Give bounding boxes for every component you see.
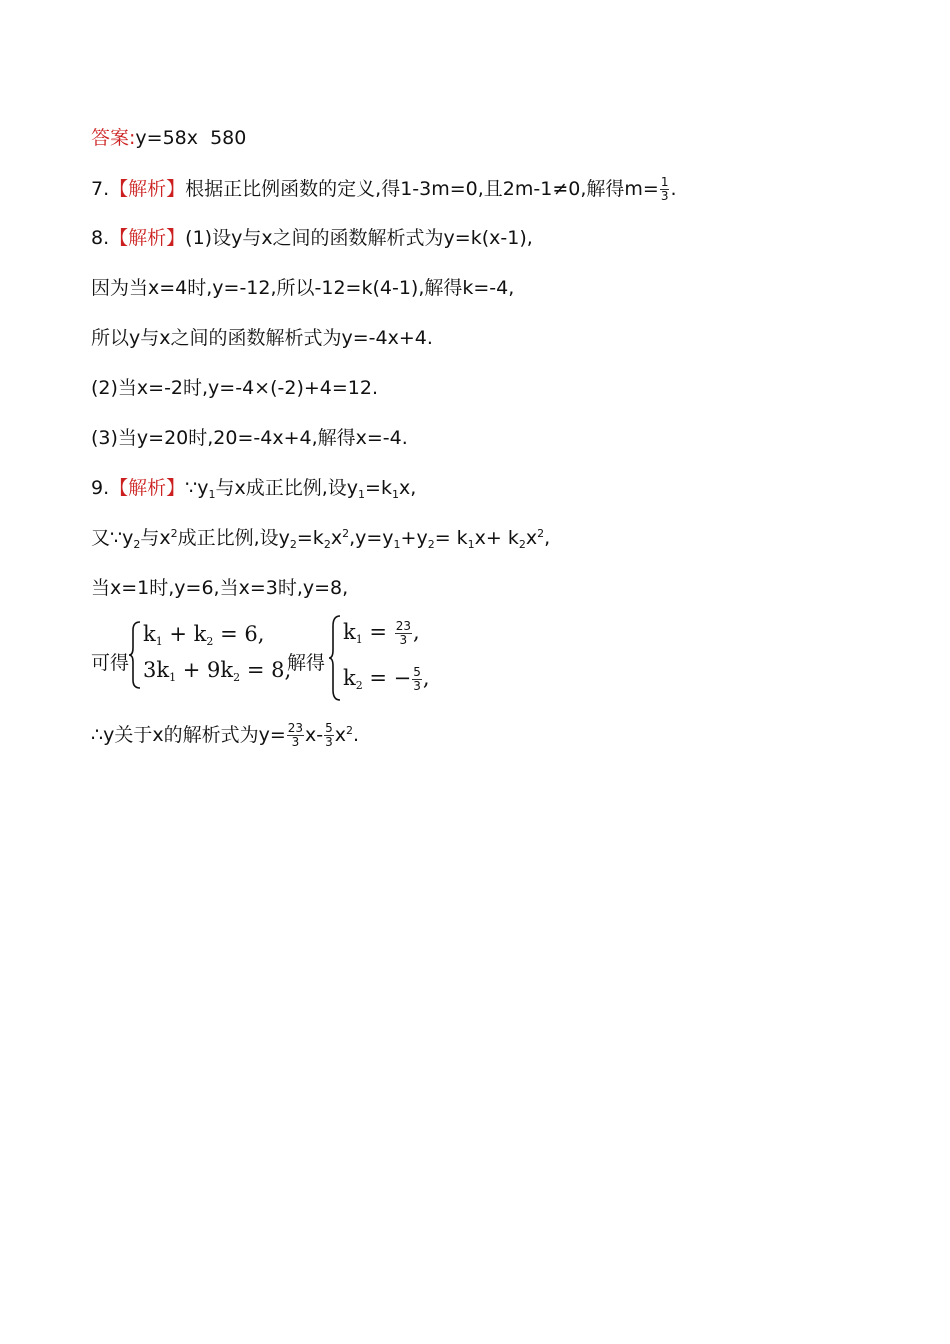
item-number: 9.	[91, 477, 110, 499]
numerator: 1	[660, 175, 669, 189]
text: 与x	[140, 527, 171, 549]
text: x	[330, 527, 343, 549]
text: 成正比例,设y	[177, 527, 290, 549]
text: ∴y关于x的解析式为y=	[91, 724, 286, 746]
subscript: 1	[391, 488, 399, 501]
text: + 9k	[176, 658, 234, 682]
item-8-line-2: 因为当x=4时,y=-12,所以-12=k(4-1),解得k=-4,	[91, 277, 515, 299]
superscript: 2	[537, 527, 545, 540]
numerator: 5	[325, 721, 333, 735]
text: ,	[422, 666, 430, 690]
subscript: 1	[155, 635, 163, 648]
text: x	[525, 527, 538, 549]
text: =k	[365, 477, 392, 499]
left-brace	[128, 620, 142, 690]
text: =	[362, 620, 394, 644]
denominator: 3	[660, 189, 669, 203]
item-text: .	[670, 178, 677, 200]
text: ,	[412, 620, 420, 644]
text: = −	[362, 666, 412, 690]
superscript: 2	[170, 527, 178, 540]
subscript: 2	[206, 635, 214, 648]
answer-value: y=58x 580	[135, 127, 247, 149]
denominator: 3	[399, 633, 408, 647]
text: 3k	[143, 658, 170, 682]
superscript: 2	[342, 527, 350, 540]
fraction	[395, 620, 412, 647]
fraction	[324, 722, 334, 749]
text: x	[334, 724, 347, 746]
answer-label: 答案:	[91, 127, 136, 149]
subscript: 2	[233, 671, 241, 684]
text: k	[343, 666, 356, 690]
text: ∵y	[185, 477, 209, 499]
text: = 6,	[213, 622, 265, 646]
analysis-tag: 【解析】	[109, 477, 186, 499]
left-brace	[328, 614, 342, 702]
text: 解得	[287, 652, 326, 674]
numerator: 5	[413, 665, 421, 679]
text: x+ k	[474, 527, 519, 549]
system-eq-2	[143, 658, 291, 682]
text: = 8,	[240, 658, 292, 682]
text: +y	[400, 527, 428, 549]
subscript: 1	[467, 538, 475, 551]
text: .	[353, 724, 360, 746]
subscript: 1	[355, 633, 363, 646]
item-9	[91, 476, 416, 500]
fraction	[412, 666, 422, 693]
subscript: 2	[323, 538, 331, 551]
subscript: 1	[393, 538, 401, 551]
answer-line	[91, 126, 246, 150]
solution-k2	[343, 666, 430, 693]
final-expression	[91, 722, 359, 749]
text: k	[143, 622, 156, 646]
denominator: 3	[325, 735, 333, 749]
analysis-tag: 【解析】	[109, 178, 186, 200]
denominator: 3	[413, 679, 421, 693]
subscript: 1	[169, 671, 177, 684]
item-8-line-4: (2)当x=-2时,y=-4×(-2)+4=12.	[91, 377, 379, 399]
text: 又∵y	[91, 527, 134, 549]
numerator: 23	[395, 619, 411, 633]
numerator: 23	[287, 721, 304, 735]
item-8-line-5: (3)当y=20时,20=-4x+4,解得x=-4.	[91, 427, 408, 449]
text: ,y=y	[349, 527, 394, 549]
item-number: 8.	[91, 227, 110, 249]
item-7	[91, 176, 677, 203]
text: =k	[296, 527, 324, 549]
text: = k	[434, 527, 468, 549]
subscript: 1	[358, 488, 366, 501]
item-text: 根据正比例函数的定义,得1-3m=0,且2m-1≠0,解得m=	[185, 178, 659, 200]
analysis-tag: 【解析】	[109, 227, 186, 249]
item-text: (1)设y与x之间的函数解析式为y=k(x-1),	[185, 227, 533, 249]
item-9-line-3: 当x=1时,y=6,当x=3时,y=8,	[91, 577, 349, 599]
item-number: 7.	[91, 178, 110, 200]
subscript: 2	[427, 538, 435, 551]
fraction	[660, 176, 670, 203]
subscript: 2	[133, 538, 141, 551]
equation-system	[0, 610, 950, 702]
superscript: 2	[346, 724, 354, 737]
text: x-	[305, 724, 324, 746]
subscript: 2	[289, 538, 297, 551]
text: 可得	[91, 652, 130, 674]
subscript: 2	[518, 538, 526, 551]
item-8	[91, 226, 533, 250]
item-9-line-2	[91, 526, 550, 550]
subscript: 2	[355, 679, 363, 692]
item-8-line-3: 所以y与x之间的函数解析式为y=-4x+4.	[91, 327, 433, 349]
solution-k1	[343, 620, 420, 647]
text: x,	[398, 477, 417, 499]
system-eq-1	[143, 622, 264, 646]
text: k	[343, 620, 356, 644]
fraction	[287, 722, 304, 749]
subscript: 1	[208, 488, 216, 501]
denominator: 3	[291, 735, 300, 749]
text: ,	[544, 527, 551, 549]
text: 与x成正比例,设y	[215, 477, 359, 499]
text: + k	[162, 622, 207, 646]
